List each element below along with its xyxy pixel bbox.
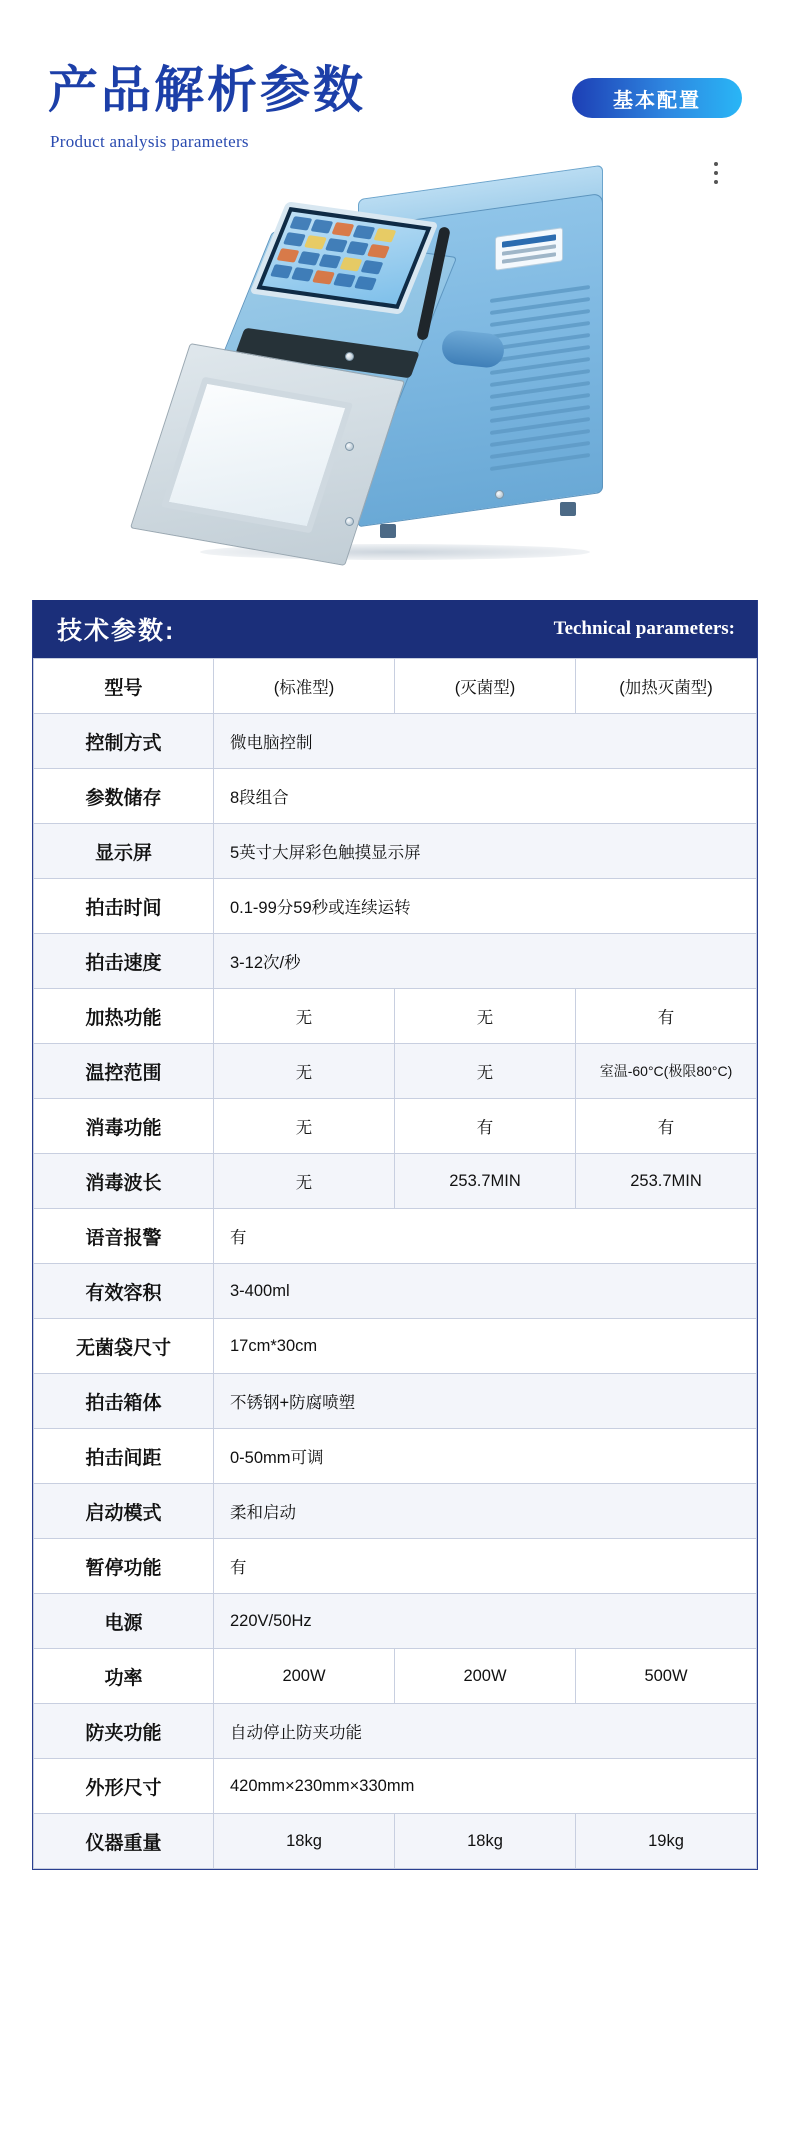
machine-foot xyxy=(560,502,576,516)
table-cell-value: 有 xyxy=(576,1099,757,1154)
table-cell-value: 200W xyxy=(214,1649,395,1704)
page-title: 产品解析参数 xyxy=(48,62,366,118)
tech-parameters-header xyxy=(33,600,757,658)
table-cell-value: 0.1-99分59秒或连续运转 xyxy=(214,879,757,934)
table-cell-value: 420mm×230mm×330mm xyxy=(214,1759,757,1814)
machine-foot xyxy=(380,524,396,538)
machine-screw xyxy=(345,352,354,361)
table-row xyxy=(34,1759,757,1814)
table-cell-value: 无 xyxy=(214,1154,395,1209)
table-row xyxy=(34,1099,757,1154)
table-row xyxy=(34,1429,757,1484)
table-cell-value: 18kg xyxy=(395,1814,576,1869)
table-row-label: 拍击时间 xyxy=(34,879,214,934)
table-row-label: 控制方式 xyxy=(34,714,214,769)
table-row xyxy=(34,714,757,769)
machine-screw xyxy=(345,517,354,526)
table-row-label: 消毒波长 xyxy=(34,1154,214,1209)
table-row-label: 无菌袋尺寸 xyxy=(34,1319,214,1374)
table-row-label: 消毒功能 xyxy=(34,1099,214,1154)
table-cell-value: 19kg xyxy=(576,1814,757,1869)
tech-parameters-title-zh: 技术参数: xyxy=(57,617,176,645)
table-cell-value: 无 xyxy=(214,1044,395,1099)
table-row xyxy=(34,1484,757,1539)
page-header xyxy=(0,0,790,152)
table-row xyxy=(34,1649,757,1704)
table-cell-value: (加热灭菌型) xyxy=(576,659,757,714)
table-row-label: 拍击速度 xyxy=(34,934,214,989)
table-cell-value: 无 xyxy=(214,989,395,1044)
table-cell-value: 无 xyxy=(395,1044,576,1099)
table-cell-value: 微电脑控制 xyxy=(214,714,757,769)
table-cell-value: 有 xyxy=(214,1539,757,1594)
table-cell-value: 有 xyxy=(395,1099,576,1154)
table-cell-value: 无 xyxy=(214,1099,395,1154)
table-cell-value: 5英寸大屏彩色触摸显示屏 xyxy=(214,824,757,879)
table-row-label: 加热功能 xyxy=(34,989,214,1044)
table-cell-value: 0-50mm可调 xyxy=(214,1429,757,1484)
product-image xyxy=(0,162,790,582)
table-cell-value: 3-12次/秒 xyxy=(214,934,757,989)
table-row-label: 有效容积 xyxy=(34,1264,214,1319)
table-row xyxy=(34,1704,757,1759)
tech-parameters-table xyxy=(33,658,757,1869)
table-row-label: 语音报警 xyxy=(34,1209,214,1264)
table-row-label: 温控范围 xyxy=(34,1044,214,1099)
table-row xyxy=(34,934,757,989)
table-cell-value: 17cm*30cm xyxy=(214,1319,757,1374)
table-cell-value: 有 xyxy=(214,1209,757,1264)
table-row-label: 仪器重量 xyxy=(34,1814,214,1869)
table-row-label: 暂停功能 xyxy=(34,1539,214,1594)
table-row xyxy=(34,769,757,824)
table-cell-value: 不锈钢+防腐喷塑 xyxy=(214,1374,757,1429)
table-row xyxy=(34,879,757,934)
table-row xyxy=(34,1264,757,1319)
table-row-label: 拍击间距 xyxy=(34,1429,214,1484)
table-row xyxy=(34,1209,757,1264)
table-cell-value: 18kg xyxy=(214,1814,395,1869)
table-cell-value: 3-400ml xyxy=(214,1264,757,1319)
table-cell-value: 柔和启动 xyxy=(214,1484,757,1539)
table-row xyxy=(34,1539,757,1594)
table-cell-value: (灭菌型) xyxy=(395,659,576,714)
table-row xyxy=(34,1154,757,1209)
table-row-label: 功率 xyxy=(34,1649,214,1704)
table-cell-value: 室温-60°C(极限80°C) xyxy=(576,1044,757,1099)
tech-parameters-body xyxy=(34,659,757,1869)
table-row-label: 显示屏 xyxy=(34,824,214,879)
table-row-label: 外形尺寸 xyxy=(34,1759,214,1814)
table-row xyxy=(34,659,757,714)
machine-vent-grille xyxy=(490,285,590,489)
table-row xyxy=(34,1044,757,1099)
table-row xyxy=(34,1374,757,1429)
table-row-label: 启动模式 xyxy=(34,1484,214,1539)
page-subtitle: Product analysis parameters xyxy=(50,132,249,151)
tech-parameters-section xyxy=(32,600,758,1870)
table-row-label: 拍击箱体 xyxy=(34,1374,214,1429)
table-cell-value: 200W xyxy=(395,1649,576,1704)
machine-screw xyxy=(345,442,354,451)
status-badge: 基本配置 xyxy=(572,78,742,118)
table-row xyxy=(34,824,757,879)
machine-illustration xyxy=(90,172,710,572)
tech-parameters-title-en: Technical parameters: xyxy=(553,618,735,639)
table-cell-value: 253.7MIN xyxy=(395,1154,576,1209)
table-row xyxy=(34,1594,757,1649)
machine-screw xyxy=(495,490,504,499)
table-cell-value: 500W xyxy=(576,1649,757,1704)
table-cell-value: 无 xyxy=(395,989,576,1044)
table-row-label: 参数储存 xyxy=(34,769,214,824)
table-row xyxy=(34,989,757,1044)
table-row-label: 防夹功能 xyxy=(34,1704,214,1759)
table-row xyxy=(34,1319,757,1374)
table-cell-value: 自动停止防夹功能 xyxy=(214,1704,757,1759)
table-cell-value: 8段组合 xyxy=(214,769,757,824)
table-row-label: 型号 xyxy=(34,659,214,714)
table-cell-value: 253.7MIN xyxy=(576,1154,757,1209)
table-cell-value: 220V/50Hz xyxy=(214,1594,757,1649)
table-cell-value: (标准型) xyxy=(214,659,395,714)
table-row xyxy=(34,1814,757,1869)
table-cell-value: 有 xyxy=(576,989,757,1044)
table-row-label: 电源 xyxy=(34,1594,214,1649)
